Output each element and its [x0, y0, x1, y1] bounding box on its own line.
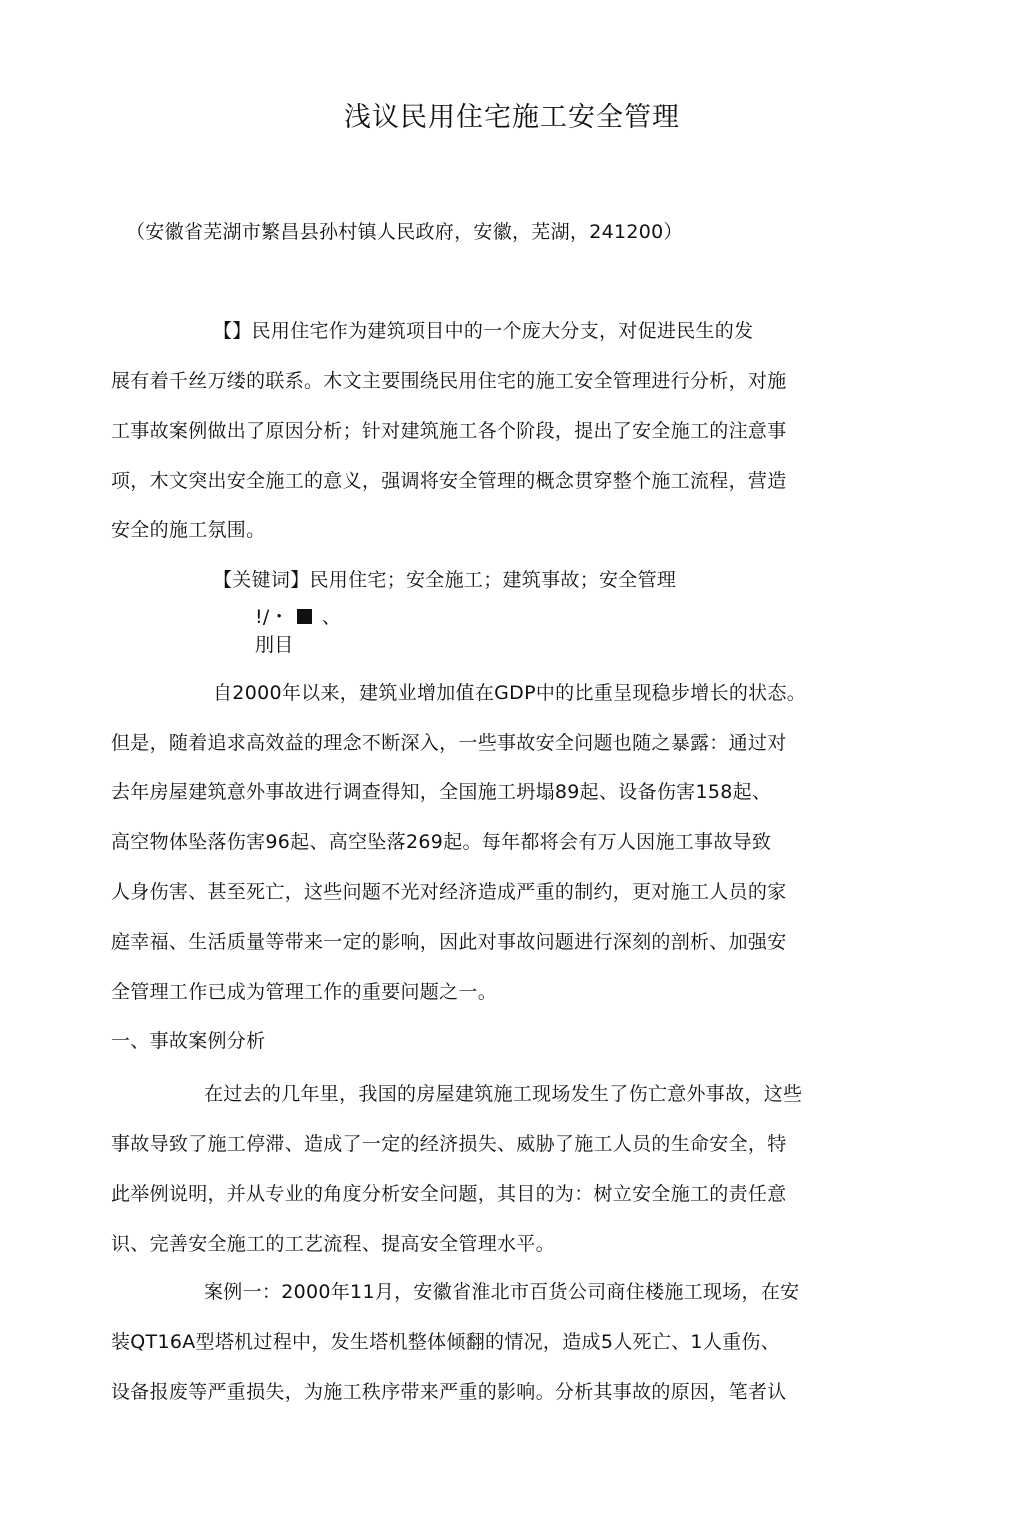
abstract-line: 安全的施工氛围。: [111, 519, 266, 541]
case-paragraph-line: 案例一：2000年11月，安徽省淮北市百货公司商住楼施工现场，在安: [204, 1281, 800, 1303]
garbled-symbols: [255, 604, 341, 630]
section-paragraph-line: 事故导致了施工停滞、造成了一定的经济损失、威胁了施工人员的生命安全，特: [111, 1133, 787, 1155]
intro-line: 但是，随着追求高效益的理念不断深入，一些事故安全问题也随之暴露：通过对: [111, 732, 787, 754]
intro-line: 自2000年以来，建筑业增加值在GDP中的比重呈现稳步增长的状态。: [213, 682, 807, 704]
abstract-line: 展有着千丝万缕的联系。木文主要围绕民用住宅的施工安全管理进行分析，对施: [111, 370, 787, 392]
intro-line: 去年房屋建筑意外事故进行调查得知，全国施工坍塌89起、设备伤害158起、: [111, 781, 772, 803]
section-paragraph-line: 识、完善安全施工的工艺流程、提高安全管理水平。: [111, 1233, 555, 1255]
preface-heading: 刖目: [255, 634, 294, 656]
abstract-line: 工事故案例做出了原因分析；针对建筑施工各个阶段，提出了安全施工的注意事: [111, 420, 787, 442]
intro-line: 高空物体坠落伤害96起、高空坠落269起。每年都将会有万人因施工事故导致: [111, 831, 772, 853]
author-affiliation: （安徽省芜湖市繁昌县孙村镇人民政府，安徽，芜湖，241200）: [126, 221, 683, 243]
garbled-symbols-right: 、: [321, 606, 342, 628]
abstract-line: 项，木文突出安全施工的意义，强调将安全管理的概念贯穿整个施工流程，营造: [111, 470, 787, 492]
case-paragraph-line: 装QT16A型塔机过程中，发生塔机整体倾翻的情况，造成5人死亡、1人重伤、: [111, 1331, 781, 1353]
intro-line: 全管理工作已成为管理工作的重要问题之一。: [111, 981, 498, 1003]
black-square-icon: [297, 609, 312, 624]
page-title: 浅议民用住宅施工安全管理: [344, 102, 680, 133]
case-paragraph-line: 设备报废等严重损失，为施工秩序带来严重的影响。分析其事故的原因，笔者认: [111, 1381, 787, 1403]
intro-line: 人身伤害、甚至死亡，这些问题不光对经济造成严重的制约，更对施工人员的家: [111, 881, 787, 903]
abstract-line: 【】民用住宅作为建筑项目中的一个庞大分支，对促进民生的发: [213, 320, 754, 342]
keywords-line: 【关键词】民用住宅；安全施工；建筑事故；安全管理: [213, 569, 677, 591]
intro-line: 庭幸福、生活质量等带来一定的影响，因此对事故问题进行深刻的剖析、加强安: [111, 931, 787, 953]
garbled-symbols-left: !/・: [255, 606, 289, 628]
section-paragraph-line: 此举例说明，并从专业的角度分析安全问题，其目的为：树立安全施工的责任意: [111, 1183, 787, 1205]
section-paragraph-line: 在过去的几年里，我国的房屋建筑施工现场发生了伤亡意外事故，这些: [204, 1083, 803, 1105]
section-heading: 一、事故案例分析: [111, 1030, 266, 1052]
